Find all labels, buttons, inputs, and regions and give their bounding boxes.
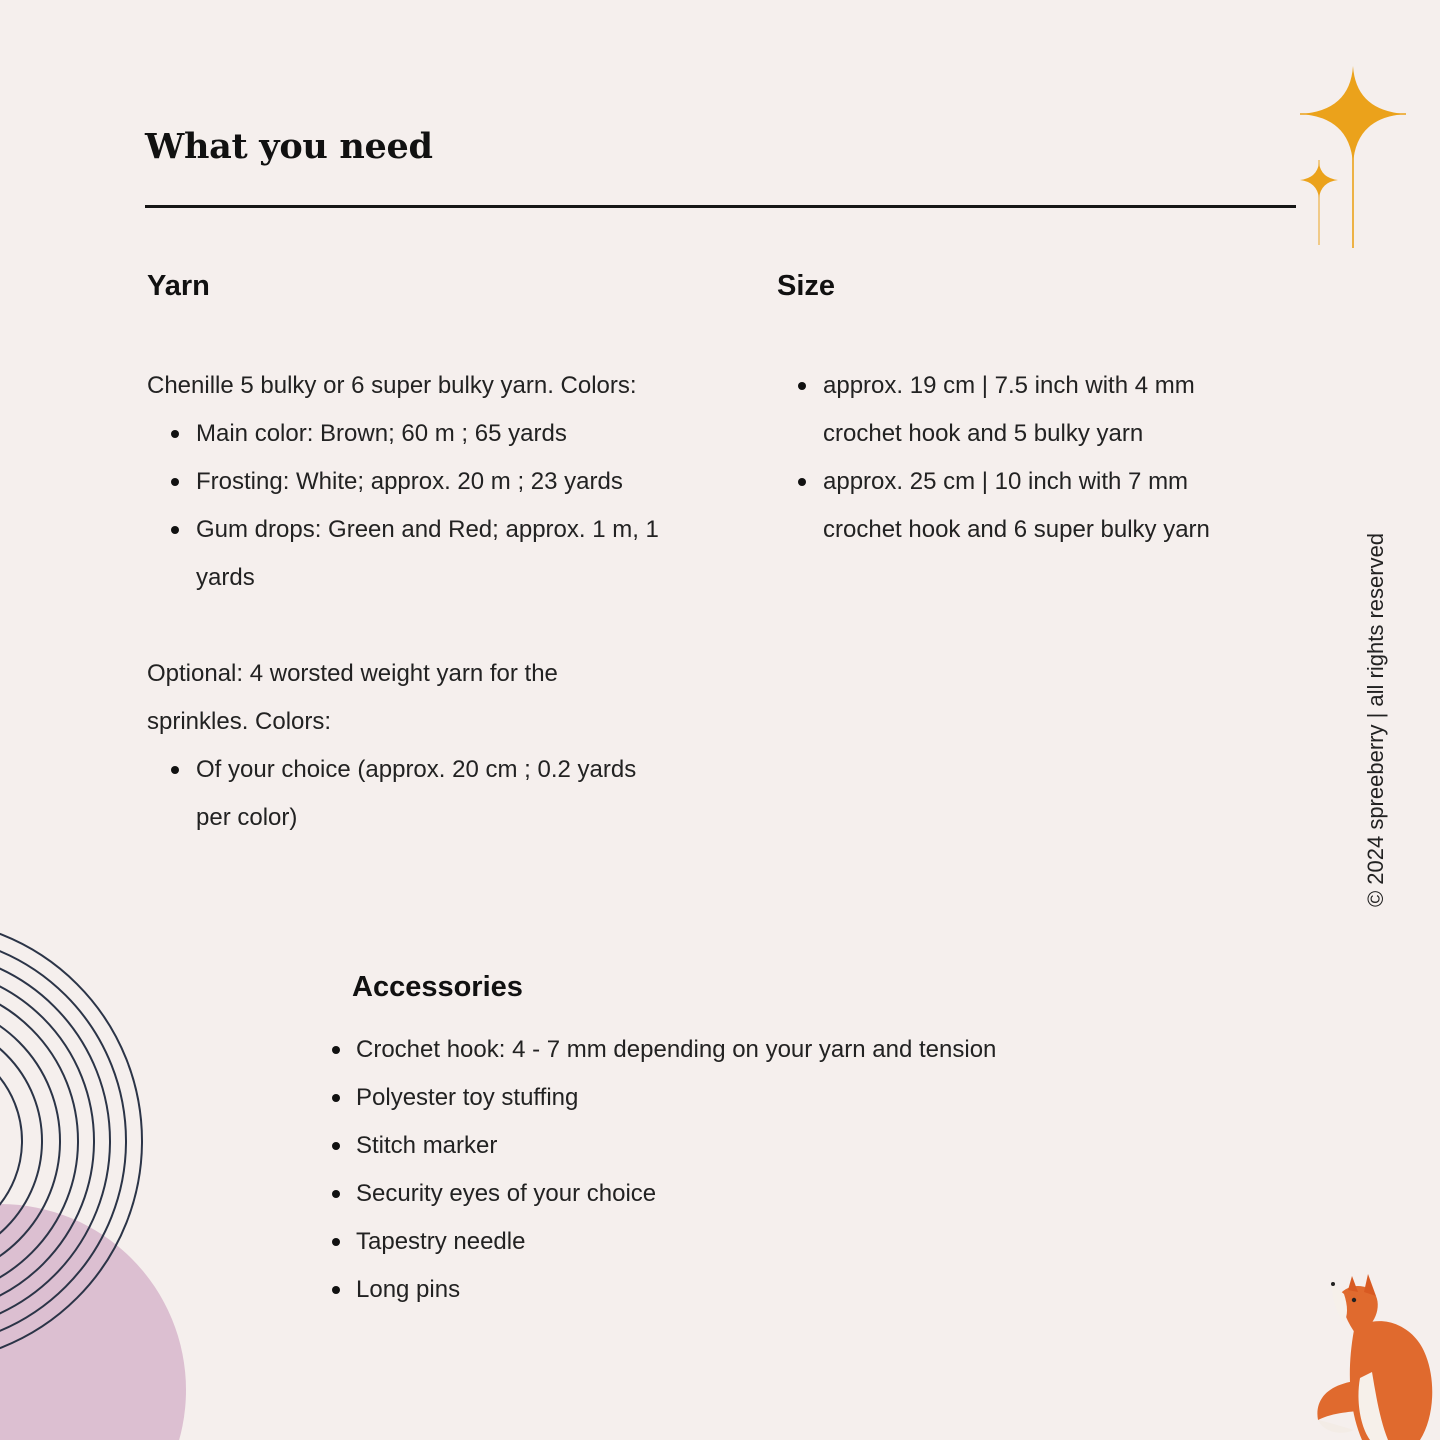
yarn-intro: Chenille 5 bulky or 6 super bulky yarn. Colors:: [147, 372, 637, 399]
list-item: Stitch marker: [328, 1122, 1088, 1170]
size-list: [774, 362, 1244, 554]
accessories-heading: Accessories: [352, 971, 523, 1003]
yarn-color-list: [147, 410, 667, 602]
sparkle-icon: [1290, 60, 1410, 250]
list-item: Frosting: White; approx. 20 m ; 23 yards: [147, 458, 667, 506]
yarn-heading: Yarn: [147, 270, 210, 302]
list-item: approx. 25 cm | 10 inch with 7 mm crochet hook and 6 super bulky yarn: [774, 458, 1244, 554]
concentric-arcs: [0, 900, 150, 1380]
list-item: Security eyes of your choice: [328, 1170, 1088, 1218]
yarn-optional-list: [147, 746, 657, 842]
list-item: Main color: Brown; 60 m ; 65 yards: [147, 410, 667, 458]
list-item: Crochet hook: 4 - 7 mm depending on your yarn and tension: [328, 1026, 1088, 1074]
accessories-list: [328, 1026, 1088, 1314]
list-item: Of your choice (approx. 20 cm ; 0.2 yards per color): [147, 746, 657, 842]
copyright-notice: © 2024 spreeberry | all rights reserved: [1363, 532, 1388, 908]
yarn-optional-intro: Optional: 4 worsted weight yarn for the sprinkles. Colors:: [147, 660, 558, 735]
list-item: approx. 19 cm | 7.5 inch with 4 mm crochet hook and 5 bulky yarn: [774, 362, 1244, 458]
size-heading: Size: [777, 270, 836, 302]
fox-illustration: [1310, 1270, 1440, 1440]
title-divider: [145, 205, 1296, 208]
list-item: Polyester toy stuffing: [328, 1074, 1088, 1122]
list-item: Gum drops: Green and Red; approx. 1 m, 1 yards: [147, 506, 667, 602]
list-item: Long pins: [328, 1266, 1088, 1314]
page-title: What you need: [145, 126, 433, 167]
list-item: Tapestry needle: [328, 1218, 1088, 1266]
